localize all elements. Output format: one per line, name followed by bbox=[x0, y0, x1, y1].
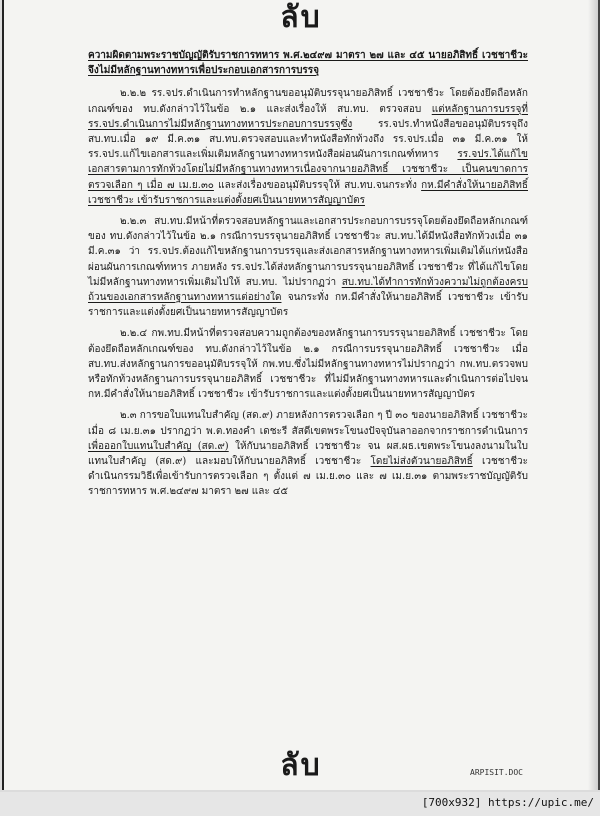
scan-edge-shadow bbox=[588, 0, 598, 790]
document-page bbox=[2, 0, 600, 790]
paragraph-2-2-2 bbox=[88, 86, 528, 208]
underlined-text: โดยไม่ส่งตัวนายอภิสิทธิ์ bbox=[370, 456, 473, 468]
document-body bbox=[88, 48, 528, 506]
underlined-text: เพื่อออกใบแทนใบสำคัญ (สด.๙) bbox=[88, 440, 229, 452]
text-run: เวชชาชีวะ ดำเนินกรรมวิธีเพื่อเข้ารับการตรวจเลือก ๆ ตั้งแต่ ๗ เม.ย.๓๐ และ ๗ เม.ย.๓๑ ตามพระราชบัญญัติรับราชการทหาร พ.ศ.๒๔๙๗ มาตรา ๒๗ และ ๔๕ bbox=[88, 456, 528, 498]
text-run: ๒.๓ การขอใบแทนใบสำคัญ (สด.๙) ภายหลังการตรวจเลือก ๆ ปี ๓๐ ของนายอภิสิทธิ์ เวชชาชีวะ เมื่อ ๘ เม.ย.๓๑ ปรากฏว่า พ.ต.ทองคำ เดชะรี สัสดีเขตพระโขนงปัจจุบันลาออกจากราชการดำเนินการ bbox=[88, 410, 528, 437]
document-filename: ARPISIT.DOC bbox=[470, 768, 523, 777]
paragraph-2-2-3 bbox=[88, 214, 528, 320]
section-heading: ความผิดตามพระราชบัญญัติรับราชการทหาร พ.ศ.๒๔๙๗ มาตรา ๒๗ และ ๔๕ นายอภิสิทธิ์ เวชชาชีวะ จึงไม่มีหลักฐานทางทหารเพื่อประกอบเอกสารการบรรจุ bbox=[88, 50, 528, 77]
text-run: ๒.๒.๒ รร.จปร.ดำเนินการทำหลักฐานขออนุมัติบรรจุนายอภิสิทธิ์ เวชชาชีวะ โดยต้องยึดถือหลักเกณฑ์ของ ทบ.ดังกล่าวไว้ในข้อ ๒.๑ และส่งเรื่องให้ สบ.ทบ. ตรวจสอบ bbox=[88, 88, 528, 115]
underlined-text: สบ.ทบ.ได้ทำการทักท้วงความไม่ถูกต้องครบถ้วนของเอกสารหลักฐานทางทหารแต่อย่างใด bbox=[88, 276, 528, 304]
text-run: ให้กับนายอภิสิทธิ์ เวชชาชีวะ จน ผส.ผธ.เขตพระโขนงลงนามในใบแทนใบสำคัญ (สด.๙) และมอบให้กับนายอภิสิทธิ์ เวชชาชีวะ bbox=[88, 440, 528, 468]
classification-stamp-top: ลับ bbox=[280, 0, 322, 35]
image-host-footer: [700x932] https://upic.me/ bbox=[421, 796, 594, 809]
classification-stamp-bottom: ลับ bbox=[280, 748, 322, 783]
paragraph-2-3 bbox=[88, 408, 528, 499]
text-run: รร.จปร.ทำหนังสือขออนุมัติบรรจุถึง สบ.ทบ.เมื่อ ๑๙ มี.ค.๓๑ สบ.ทบ.ตรวจสอบและทำหนังสือทักท้วงถึง รร.จปร.เมื่อ ๓๑ มี.ค.๓๑ ให้ รร.จปร.แก้ไขเอกสารและเพิ่มเติมหลักฐานทางทหารหนังสือผ่อนผันการเกณฑ์ทหาร bbox=[88, 118, 528, 161]
underlined-text: กห.มีคำสั่งให้นายอภิสิทธิ์ เวชชาชีวะ เข้ารับราชการและแต่งตั้งยศเป็นนายทหารสัญญาบัตร bbox=[88, 179, 528, 206]
paragraph-2-2-4: ๒.๒.๔ กพ.ทบ.มีหน้าที่ตรวจสอบความถูกต้องของหลักฐานการบรรจุนายอภิสิทธิ์ เวชชาชีวะ โดยต้องยึดถือหลักเกณฑ์ของ ทบ.ดังกล่าวไว้ในข้อ ๒.๑ กรณีการบรรจุนายอภิสิทธิ์ เวชชาชีวะ เมื่อ สบ.ทบ.ส่งหลักฐานการขออนุมัติบรรจุให้ กพ.ทบ.ซึ่งไม่มีหลักฐานทางทหารไม่ปรากฏว่า กพ.ทบ.ตรวจพบหรือทักท้วงหลักฐานการบรรจุนายอภิสิทธิ์ เวชชาชีวะ ที่ไม่มีหลักฐานทางทหารและดำเนินการต่อไปจน กห.มีคำสั่งให้นายอภิสิทธิ์ เวชชาชีวะ เข้ารับราชการและแต่งตั้งยศเป็นนายทหารสัญญาบัตร bbox=[88, 328, 528, 401]
underlined-text: รร.จปร.ได้แก้ไขเอกสารตามการทักท้วงโดยไม่มีหลักฐานทางทหารเนื่องจากนายอภิสิทธิ์ เวชชาชีวะ เป็นคนขาดการตรวจเลือก ๆ เมื่อ ๗ เม.ย.๓๐ bbox=[88, 149, 528, 191]
text-run: ๒.๒.๓ สบ.ทบ.มีหน้าที่ตรวจสอบหลักฐานและเอกสารประกอบการบรรจุโดยต้องยึดถือหลักเกณฑ์ของ ทบ.ดังกล่าวไว้ในข้อ ๒.๑ กรณีการบรรจุนายอภิสิทธิ์ เวชชาชีวะ สบ.ทบ.ได้มีหนังสือทักท้วงเมื่อ ๓๑ มี.ค.๓๑ ว่า รร.จปร.ต้องแก้ไขหลักฐานการบรรจุและส่งเอกสารหลักฐานทางทหารเพิ่มเติมได้แก่หนังสือผ่อนผันการเกณฑ์ทหาร ภายหลัง รร.จปร.ได้ส่งหลักฐานการบรรจุนายอภิสิทธิ์ เวชชาชีวะ ที่ได้แก้ไขโดยไม่มีหลักฐานทางทหารเพิ่มเติมไปให้ สบ.ทบ. ไม่ปรากฏว่า bbox=[88, 216, 528, 288]
text-run: จนกระทั่ง กห.มีคำสั่งให้นายอภิสิทธิ์ เวชชาชีวะ เข้ารับราชการและแต่งตั้งยศเป็นนายทหารสัญญาบัตร bbox=[88, 292, 528, 319]
underlined-text: แต่หลักฐานการบรรจุที่ รร.จปร.ดำเนินการไม่มีหลักฐานทางทหารประกอบการบรรจุซึ่ง bbox=[88, 103, 528, 130]
text-run: และส่งเรื่องขออนุมัติบรรจุให้ สบ.ทบ.จนกระทั่ง bbox=[213, 179, 422, 191]
